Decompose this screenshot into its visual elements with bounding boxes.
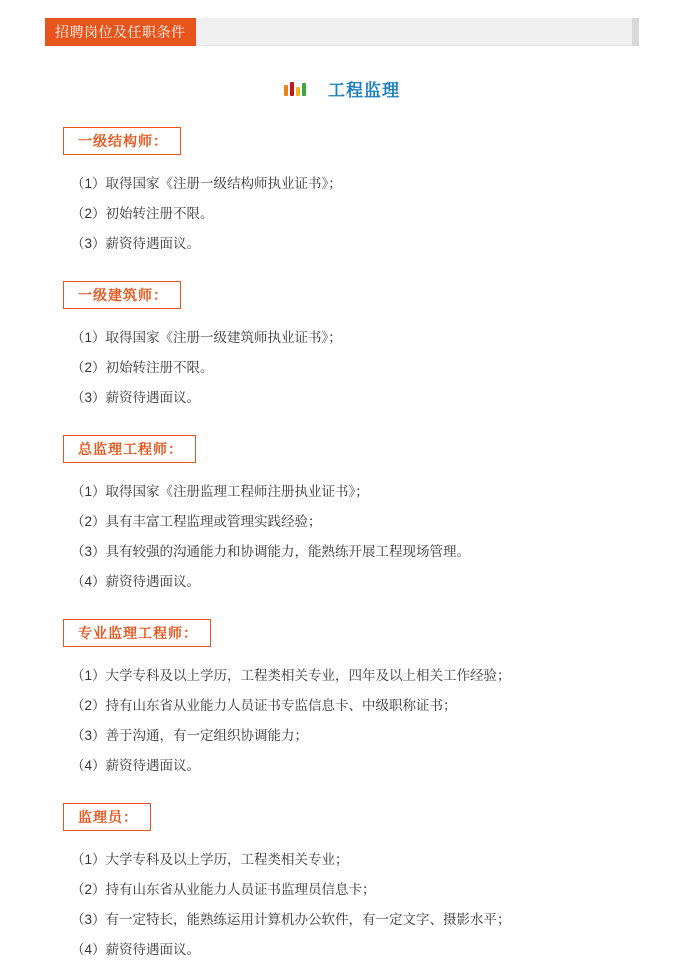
list-item: （1）取得国家《注册监理工程师注册执业证书》； <box>71 484 369 499</box>
section-items <box>45 661 639 781</box>
list-item: （3）薪资待遇面议。 <box>71 236 201 251</box>
list-item: （2）持有山东省从业能力人员证书专监信息卡、中级职称证书； <box>71 698 457 713</box>
banner-tag-label: 招聘岗位及任职条件 <box>45 18 196 46</box>
section-architect <box>45 281 639 413</box>
list-item: （1）大学专科及以上学历，工程类相关专业； <box>71 852 349 867</box>
document-page <box>0 18 684 957</box>
list-item: （4）薪资待遇面议。 <box>71 942 201 957</box>
color-bars-icon <box>284 82 306 96</box>
banner-bar <box>196 18 633 46</box>
section-structural-engineer <box>45 127 639 259</box>
list-item: （3）有一定特长，能熟练运用计算机办公软件，有一定文字、摄影水平； <box>71 912 511 927</box>
list-item: （4）薪资待遇面议。 <box>71 574 201 589</box>
list-item: （2）初始转注册不限。 <box>71 206 214 221</box>
list-item: （2）持有山东省从业能力人员证书监理员信息卡； <box>71 882 376 897</box>
list-item: （1）取得国家《注册一级建筑师执业证书》； <box>71 330 342 345</box>
list-item: （2）初始转注册不限。 <box>71 360 214 375</box>
section-heading: 总监理工程师： <box>63 435 196 463</box>
document-title-row <box>0 76 684 101</box>
section-supervisor <box>45 803 639 965</box>
list-item: （4）薪资待遇面议。 <box>71 758 201 773</box>
list-item: （3）薪资待遇面议。 <box>71 390 201 405</box>
list-item: （2）具有丰富工程监理或管理实践经验； <box>71 514 322 529</box>
sections-container <box>45 127 639 965</box>
section-items <box>45 169 639 259</box>
section-chief-supervision-engineer <box>45 435 639 597</box>
section-professional-supervision-engineer <box>45 619 639 781</box>
section-heading: 一级结构师： <box>63 127 181 155</box>
list-item: （3）具有较强的沟通能力和协调能力，能熟练开展工程现场管理。 <box>71 544 471 559</box>
section-heading: 一级建筑师： <box>63 281 181 309</box>
list-item: （1）大学专科及以上学历，工程类相关专业，四年及以上相关工作经验； <box>71 668 511 683</box>
banner-endcap <box>632 18 639 46</box>
list-item: （3）善于沟通，有一定组织协调能力； <box>71 728 309 743</box>
section-heading: 监理员： <box>63 803 151 831</box>
list-item: （1）取得国家《注册一级结构师执业证书》； <box>71 176 342 191</box>
section-items <box>45 845 639 965</box>
section-items <box>45 477 639 597</box>
section-items <box>45 323 639 413</box>
page-title: 工程监理 <box>328 81 400 100</box>
section-heading: 专业监理工程师： <box>63 619 211 647</box>
header-banner <box>45 18 639 46</box>
